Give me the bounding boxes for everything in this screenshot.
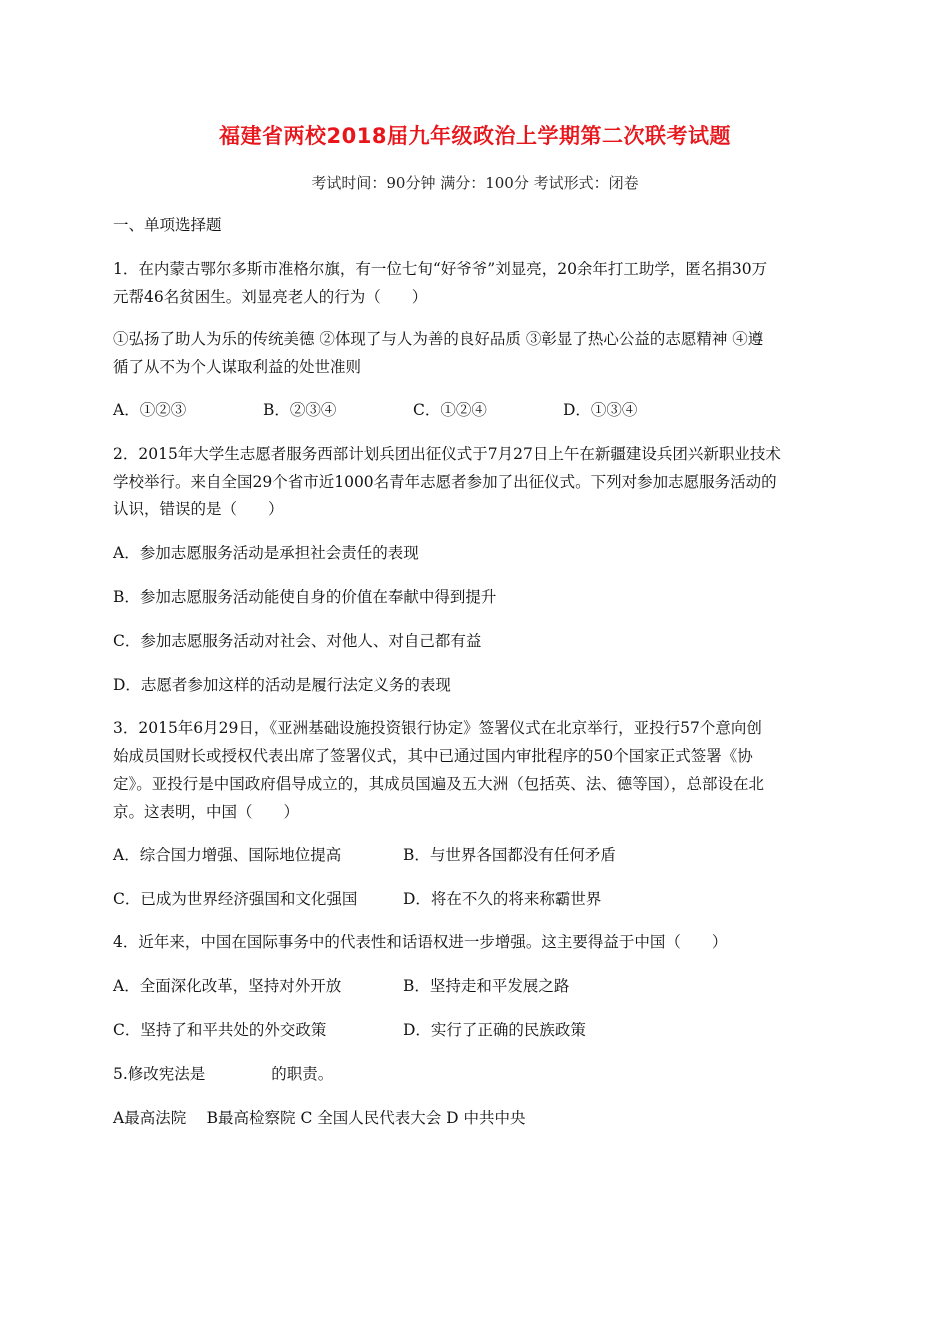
q3-stem-line-2: 始成员国财长或授权代表出席了签署仪式，其中已通过国内审批程序的50个国家正式签署《协 <box>113 747 753 765</box>
q2-stem-line-1: 2．2015年大学生志愿者服务西部计划兵团出征仪式于7月27日上午在新疆建设兵团兴新职业技术 <box>113 445 781 463</box>
q1-options <box>113 396 838 424</box>
q1-option-a: A．①②③ <box>113 401 187 419</box>
q2-option-c: C．参加志愿服务活动对社会、对他人、对自己都有益 <box>113 632 482 650</box>
q1-stem-line-1: 1．在内蒙古鄂尔多斯市准格尔旗，有一位七旬“好爷爷”刘显亮，20余年打工助学，匿名捐30万 <box>113 260 768 278</box>
q2-option-a: A．参加志愿服务活动是承担社会责任的表现 <box>113 544 419 562</box>
q3-stem-line-4: 京。这表明，中国（ ） <box>113 803 300 821</box>
exam-info: 考试时间：90分钟 满分：100分 考试形式：闭卷 <box>311 174 639 192</box>
q3-stem-line-1: 3．2015年6月29日，《亚洲基础设施投资银行协定》签署仪式在北京举行，亚投行57个意向创 <box>113 719 762 737</box>
q4-options-row-2 <box>113 1016 838 1044</box>
q1-option-c: C．①②④ <box>413 401 487 419</box>
q1-statements-line-1: ①弘扬了助人为乐的传统美德 ②体现了与人为善的良好品质 ③彰显了热心公益的志愿精神 ④遵 <box>113 330 764 348</box>
q3-options-row-1 <box>113 841 838 869</box>
q2-stem-line-2: 学校举行。来自全国29个省市近1000名青年志愿者参加了出征仪式。下列对参加志愿服务活动的 <box>113 473 777 491</box>
q3-option-c: C．已成为世界经济强国和文化强国 <box>113 890 358 908</box>
q1-stem-line-2: 元帮46名贫困生。刘显亮老人的行为（ ） <box>113 288 428 306</box>
q4-options-row-1 <box>113 972 838 1000</box>
q1-option-b: B．②③④ <box>263 401 337 419</box>
q5-stem-part-1: 5.修改宪法是 <box>113 1065 206 1083</box>
q3-stem-line-3: 定》。亚投行是中国政府倡导成立的，其成员国遍及五大洲（包括英、法、德等国），总部设在北 <box>113 775 765 793</box>
q4-option-a: A．全面深化改革，坚持对外开放 <box>113 977 342 995</box>
q2-option-b: B．参加志愿服务活动能使自身的价值在奉献中得到提升 <box>113 588 497 606</box>
q4-stem: 4．近年来，中国在国际事务中的代表性和话语权进一步增强。这主要得益于中国（ ） <box>113 933 728 951</box>
q4-option-d: D．实行了正确的民族政策 <box>403 1021 586 1039</box>
q5-stem-part-2: 的职责。 <box>271 1065 334 1083</box>
page-title: 福建省两校2018届九年级政治上学期第二次联考试题 <box>219 124 731 148</box>
q3-option-b: B．与世界各国都没有任何矛盾 <box>403 846 616 864</box>
q5-options: A最高法院 B最高检察院 C 全国人民代表大会 D 中共中央 <box>113 1109 526 1127</box>
q3-option-d: D．将在不久的将来称霸世界 <box>403 890 602 908</box>
q3-options-row-2 <box>113 885 838 913</box>
q5-stem <box>113 1060 838 1088</box>
section-heading: 一、单项选择题 <box>113 216 222 234</box>
q4-option-c: C．坚持了和平共处的外交政策 <box>113 1021 327 1039</box>
q4-option-b: B．坚持走和平发展之路 <box>403 977 570 995</box>
q2-option-d: D．志愿者参加这样的活动是履行法定义务的表现 <box>113 676 451 694</box>
q1-statements-line-2: 循了从不为个人谋取利益的处世准则 <box>113 358 362 376</box>
q2-stem-line-3: 认识，错误的是（ ） <box>113 500 284 518</box>
q3-option-a: A．综合国力增强、国际地位提高 <box>113 846 342 864</box>
q1-option-d: D．①③④ <box>563 401 638 419</box>
